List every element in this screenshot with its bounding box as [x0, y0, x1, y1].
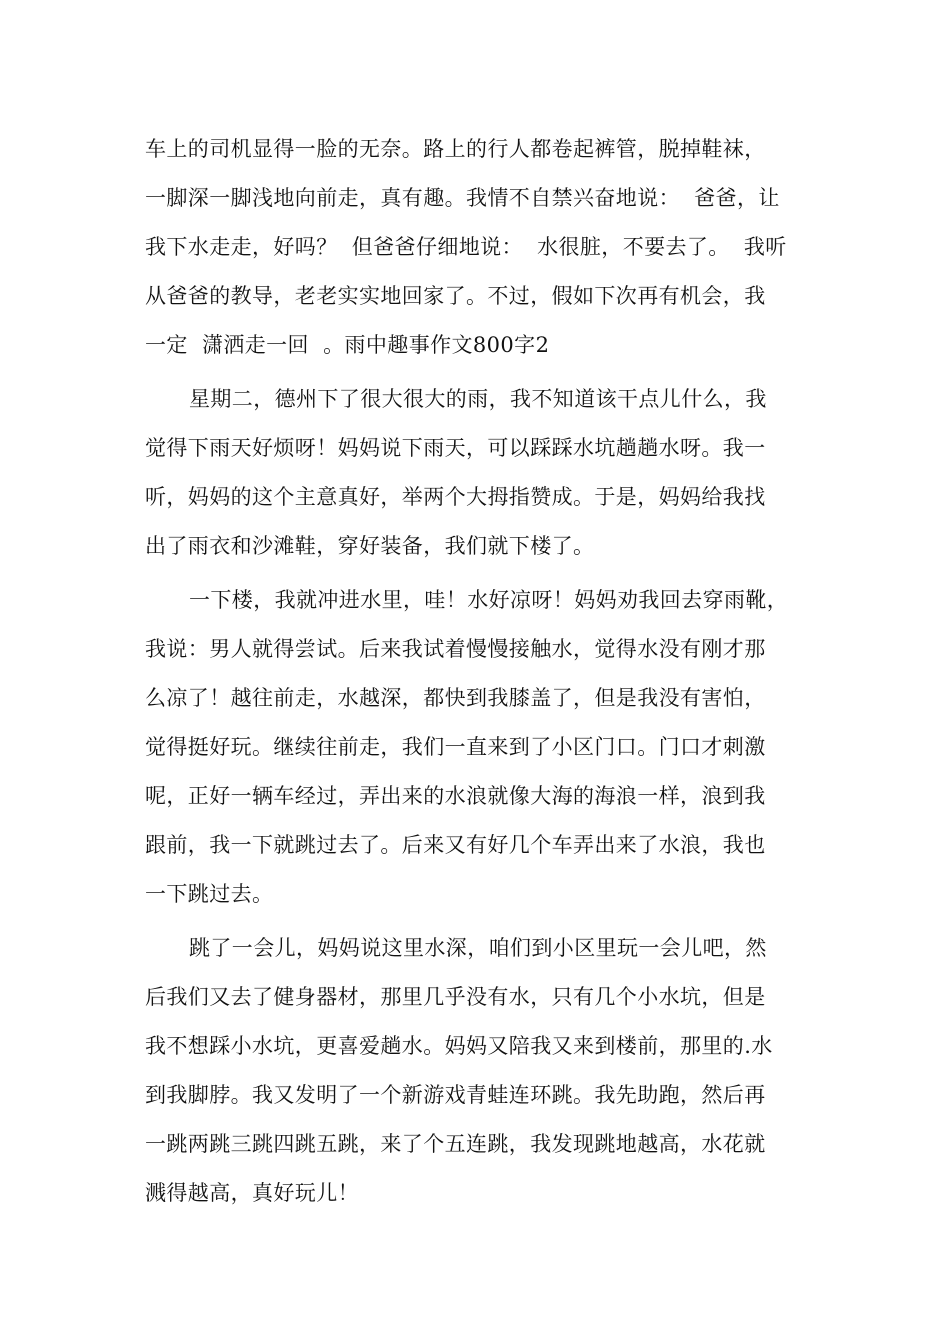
text-line: 车上的司机显得一脸的无奈。路上的行人都卷起裤管，脱掉鞋袜， [145, 137, 766, 161]
text-line: 呢，正好一辆车经过，弄出来的水浪就像大海的海浪一样，浪到我 [145, 784, 766, 809]
paragraph-first-line: 一下楼，我就冲进水里，哇！水好凉呀！妈妈劝我回去穿雨靴， [189, 587, 789, 612]
text-line: 我不想踩小水坑，更喜爱趟水。妈妈又陪我又来到楼前，那里的.水 [145, 1034, 773, 1059]
text-line: 听，妈妈的这个主意真好，举两个大拇指赞成。于是，妈妈给我找 [145, 485, 766, 510]
paragraph-first-line: 跳了一会儿，妈妈说这里水深，咱们到小区里玩一会儿吧，然 [189, 936, 767, 960]
text-line: 一脚深一脚浅地向前走，真有趣。我情不自禁兴奋地说： 爸爸，让 [145, 186, 780, 211]
text-line: 么凉了！越往前走，水越深，都快到我膝盖了，但是我没有害怕， [145, 686, 766, 711]
essay-text [145, 125, 810, 1219]
text-line: 出了雨衣和沙滩鞋，穿好装备，我们就下楼了。 [145, 534, 595, 559]
text-line: 我说：男人就得尝试。后来我试着慢慢接触水，觉得水没有刚才那 [145, 636, 766, 661]
text-line: 觉得下雨天好烦呀！妈妈说下雨天，可以踩踩水坑趟趟水呀。我一 [145, 436, 766, 461]
text-line: 跟前，我一下就跳过去了。后来又有好几个车弄出来了水浪，我也 [145, 833, 766, 858]
text-line: 一跳两跳三跳四跳五跳，来了个五连跳，我发现跳地越高，水花就 [145, 1132, 766, 1157]
text-line: 觉得挺好玩。继续往前走，我们一直来到了小区门口。门口才刺激 [145, 735, 766, 760]
text-line: 一定 潇洒走一回 。雨中趣事作文800字2 [145, 333, 550, 358]
text-line: 从爸爸的教导，老老实实地回家了。不过，假如下次再有机会，我 [145, 284, 766, 309]
text-line: 我下水走走，好吗？ 但爸爸仔细地说： 水很脏，不要去了。 我听 [145, 235, 787, 260]
paragraph-first-line: 星期二，德州下了很大很大的雨，我不知道该干点儿什么，我 [189, 386, 767, 411]
text-line: 到我脚脖。我又发明了一个新游戏青蛙连环跳。我先助跑，然后再 [145, 1083, 766, 1108]
text-line: 溅得越高，真好玩儿！ [145, 1181, 359, 1206]
text-line: 一下跳过去。 [145, 882, 274, 907]
text-line: 后我们又去了健身器材，那里几乎没有水，只有几个小水坑，但是 [145, 985, 766, 1010]
